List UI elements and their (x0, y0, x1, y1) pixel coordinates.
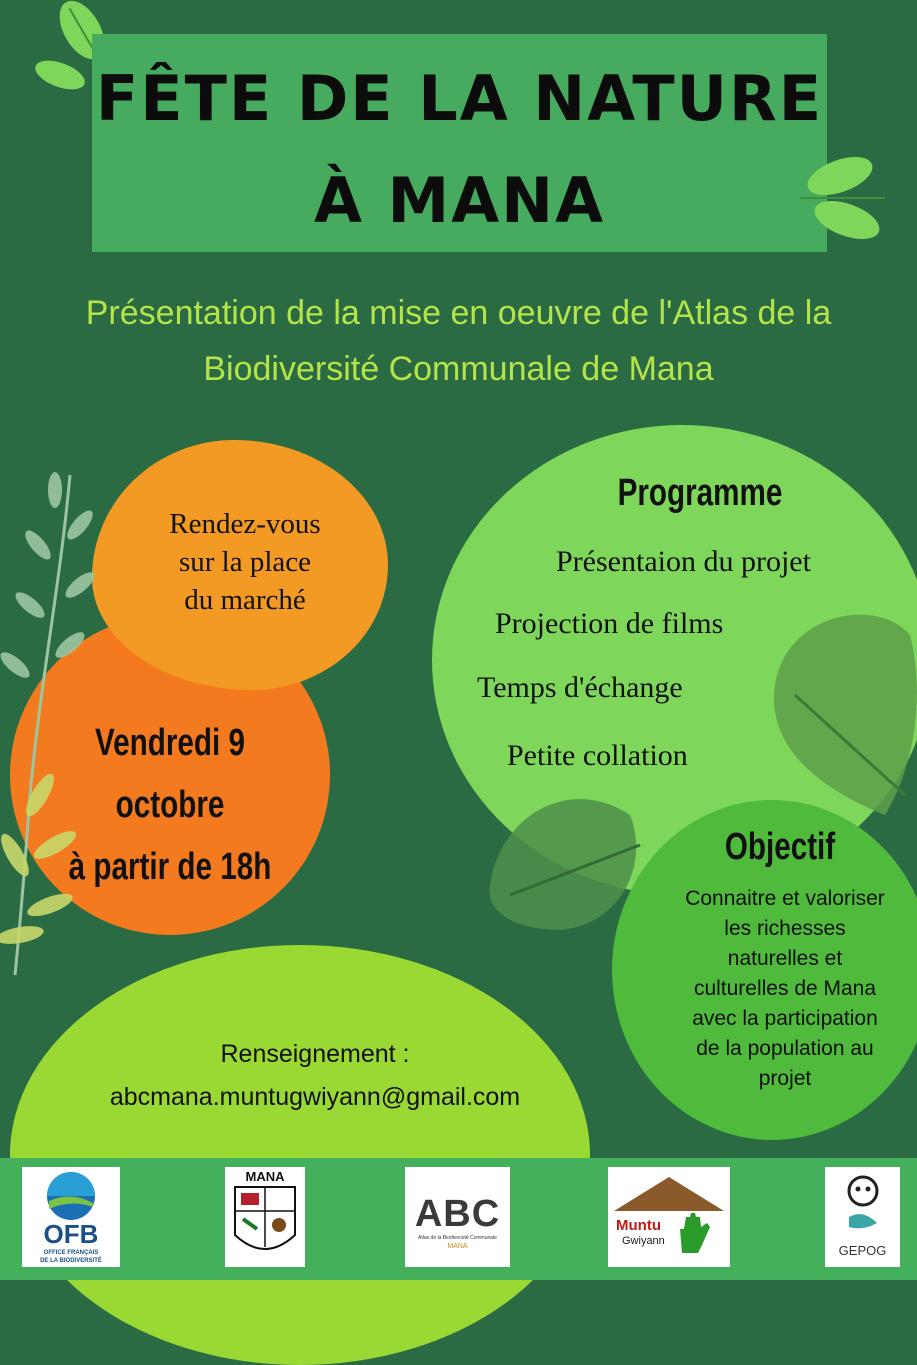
monstera-leaf-right-icon (755, 595, 917, 825)
objectif-line: les richesses (724, 917, 846, 940)
programme-item: Petite collation (507, 739, 688, 772)
objectif-line: de la population au (696, 1037, 874, 1060)
abc-mana-logo (405, 1167, 510, 1267)
ofb-sub2: DE LA BIODIVERSITÉ (40, 1258, 102, 1264)
meet-line3: du marché (184, 584, 306, 616)
gepog-bird-icon (839, 1173, 887, 1237)
contact-label: Renseignement : (220, 1040, 410, 1068)
programme-title: Programme (617, 472, 783, 514)
objectif-line: naturelles et (727, 947, 843, 970)
muntu-line2: Gwiyann (622, 1235, 665, 1247)
leaves-top-right-icon (795, 148, 895, 248)
meet-line2: sur la place (178, 546, 312, 578)
gepog-name: GEPOG (838, 1243, 887, 1258)
gepog-logo (825, 1167, 900, 1267)
abc-name: ABC (414, 1193, 501, 1235)
programme-item: Temps d'échange (477, 671, 683, 704)
contact-email-link[interactable]: abcmana.muntugwiyann@gmail.com (109, 1083, 521, 1111)
muntu-line1: Muntu (616, 1217, 661, 1234)
objectif-line: culturelles de Mana (693, 977, 877, 1000)
subtitle-line2: Biodiversité Communale de Mana (203, 350, 714, 388)
green-hand-icon (674, 1209, 714, 1255)
ofb-emblem-icon (45, 1171, 97, 1221)
mana-crest-name: MANA (245, 1169, 285, 1184)
page-title-line2: À MANA (313, 164, 606, 237)
date-line1: Vendredi 9 octobre (95, 722, 245, 826)
ofb-name: OFB (43, 1219, 99, 1249)
abc-sub: Atlas de la Biodiversité Communale (418, 1235, 497, 1241)
objectif-text (650, 884, 917, 1094)
mana-crest-logo (225, 1167, 305, 1267)
programme-item: Projection de films (495, 607, 724, 640)
objectif-line: avec la participation (692, 1007, 878, 1030)
mana-shield-icon (233, 1185, 297, 1263)
monstera-leaf-left-icon (480, 775, 650, 935)
meet-place-text (120, 505, 370, 619)
abc-tag: MANA (447, 1243, 468, 1250)
muntu-gwiyann-logo (608, 1167, 730, 1267)
programme-item: Présentaion du projet (556, 545, 811, 578)
meet-line1: Rendez-vous (169, 508, 321, 540)
date-line2: à partir de 18h (68, 846, 272, 888)
title-banner (92, 34, 827, 252)
ofb-logo (22, 1167, 120, 1267)
hut-roof-icon (612, 1173, 726, 1213)
objectif-line: Connaitre et valoriser (685, 887, 885, 910)
objectif-line: projet (758, 1067, 812, 1090)
ofb-sub1: OFFICE FRANÇAIS (43, 1250, 99, 1256)
lime-circle (10, 945, 590, 1365)
objectif-title: Objectif (724, 826, 836, 868)
event-date (53, 712, 287, 898)
subtitle (0, 285, 917, 397)
subtitle-line1: Présentation de la mise en oeuvre de l'Atlas de la (85, 294, 832, 332)
page-title-line1: FÊTE DE LA NATURE (95, 62, 824, 135)
